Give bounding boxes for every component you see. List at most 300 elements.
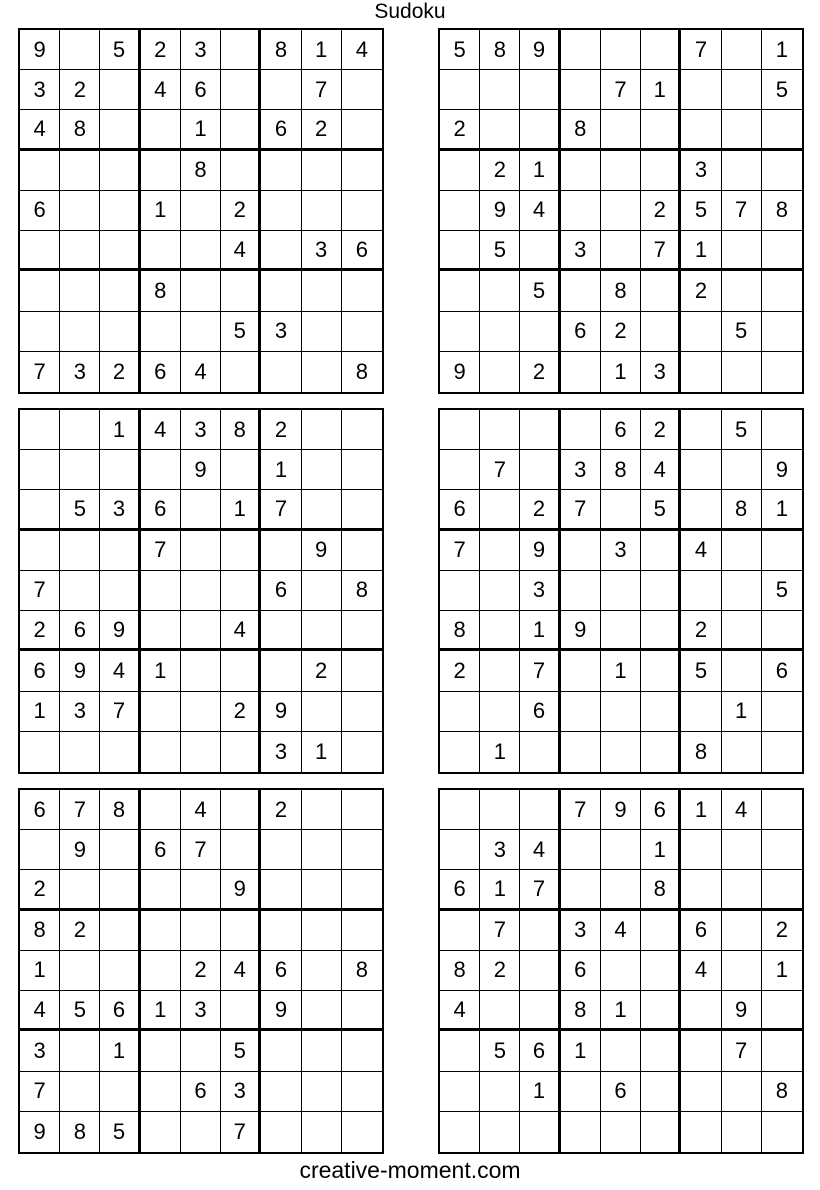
sudoku-cell [762, 151, 802, 191]
sudoku-cell: 3 [641, 352, 681, 392]
sudoku-cell [641, 271, 681, 311]
sudoku-cell [181, 1112, 221, 1152]
sudoku-cell [480, 651, 520, 691]
sudoku-cell [561, 410, 601, 450]
sudoku-cell [100, 70, 140, 110]
sudoku-cell [520, 110, 560, 150]
sudoku-cell [342, 450, 382, 490]
sudoku-cell [762, 870, 802, 910]
sudoku-cell [181, 732, 221, 772]
sudoku-cell: 5 [681, 191, 721, 231]
sudoku-cell [100, 191, 140, 231]
sudoku-cell [762, 1031, 802, 1071]
sudoku-cell [302, 911, 342, 951]
sudoku-cell: 3 [261, 312, 301, 352]
sudoku-cell: 2 [601, 312, 641, 352]
sudoku-cell [342, 271, 382, 311]
sudoku-cell [60, 271, 100, 311]
sudoku-cell: 4 [520, 830, 560, 870]
sudoku-cell [302, 991, 342, 1031]
sudoku-cell [601, 1112, 641, 1152]
sudoku-cell [60, 571, 100, 611]
sudoku-cell: 9 [261, 991, 301, 1031]
sudoku-cell: 1 [762, 30, 802, 70]
sudoku-cell [440, 1072, 480, 1112]
sudoku-cell [302, 1072, 342, 1112]
sudoku-cell [520, 231, 560, 271]
sudoku-cell: 5 [60, 991, 100, 1031]
sudoku-cell [221, 450, 261, 490]
sudoku-cell [342, 191, 382, 231]
sudoku-cell [480, 531, 520, 571]
sudoku-cell: 9 [100, 611, 140, 651]
sudoku-cell: 1 [221, 490, 261, 530]
sudoku-cell [641, 951, 681, 991]
sudoku-cell: 3 [100, 490, 140, 530]
sudoku-cell: 4 [141, 70, 181, 110]
sudoku-cell: 2 [261, 410, 301, 450]
sudoku-cell: 6 [261, 110, 301, 150]
sudoku-cell [641, 312, 681, 352]
sudoku-cell [20, 450, 60, 490]
sudoku-cell: 7 [480, 450, 520, 490]
sudoku-cell [440, 70, 480, 110]
sudoku-cell [722, 231, 762, 271]
sudoku-cell: 7 [261, 490, 301, 530]
sudoku-cell [681, 1072, 721, 1112]
sudoku-cell: 8 [722, 490, 762, 530]
sudoku-cell: 7 [60, 790, 100, 830]
sudoku-cell [641, 651, 681, 691]
sudoku-cell [261, 911, 301, 951]
sudoku-cell [762, 611, 802, 651]
sudoku-cell: 7 [20, 352, 60, 392]
sudoku-cell: 4 [681, 531, 721, 571]
sudoku-cell: 3 [20, 1031, 60, 1071]
sudoku-cell: 9 [261, 692, 301, 732]
sudoku-cell: 3 [681, 151, 721, 191]
sudoku-cell: 3 [601, 531, 641, 571]
sudoku-cell: 8 [141, 271, 181, 311]
sudoku-cell: 8 [60, 110, 100, 150]
sudoku-cell [722, 450, 762, 490]
sudoku-cell: 9 [20, 30, 60, 70]
sudoku-cell [60, 151, 100, 191]
sudoku-cell [261, 830, 301, 870]
sudoku-cell [762, 830, 802, 870]
sudoku-cell: 4 [520, 191, 560, 231]
sudoku-cell [722, 151, 762, 191]
sudoku-puzzle-2 [438, 28, 804, 394]
sudoku-cell [261, 870, 301, 910]
sudoku-cell: 1 [681, 790, 721, 830]
sudoku-cell: 1 [181, 110, 221, 150]
sudoku-cell [480, 692, 520, 732]
sudoku-cell [141, 951, 181, 991]
sudoku-cell [342, 870, 382, 910]
sudoku-cell [480, 1072, 520, 1112]
sudoku-cell [342, 1031, 382, 1071]
sudoku-cell: 6 [440, 870, 480, 910]
sudoku-cell [302, 271, 342, 311]
sudoku-cell: 9 [601, 790, 641, 830]
sudoku-cell: 5 [520, 271, 560, 311]
sudoku-cell: 1 [641, 830, 681, 870]
sudoku-cell: 7 [20, 571, 60, 611]
sudoku-cell: 3 [60, 692, 100, 732]
sudoku-cell [302, 312, 342, 352]
sudoku-cell [141, 450, 181, 490]
sudoku-cell: 1 [480, 732, 520, 772]
sudoku-cell [141, 790, 181, 830]
sudoku-cell [722, 110, 762, 150]
sudoku-cell: 8 [561, 110, 601, 150]
sudoku-cell [520, 410, 560, 450]
sudoku-cell [181, 571, 221, 611]
sudoku-cell: 3 [561, 450, 601, 490]
sudoku-cell [601, 951, 641, 991]
sudoku-cell: 2 [141, 30, 181, 70]
sudoku-cell [601, 611, 641, 651]
sudoku-cell [302, 450, 342, 490]
sudoku-cell: 9 [440, 352, 480, 392]
sudoku-cell [221, 30, 261, 70]
sudoku-cell [60, 951, 100, 991]
sudoku-cell: 2 [762, 911, 802, 951]
sudoku-puzzle-3 [18, 408, 384, 774]
sudoku-cell [440, 1031, 480, 1071]
sudoku-cell [762, 732, 802, 772]
sudoku-cell: 8 [762, 1072, 802, 1112]
sudoku-cell [561, 830, 601, 870]
sudoku-cell: 5 [722, 312, 762, 352]
sudoku-cell: 5 [641, 490, 681, 530]
sudoku-cell [641, 1072, 681, 1112]
sudoku-cell: 4 [342, 30, 382, 70]
sudoku-cell [261, 191, 301, 231]
sudoku-cell: 5 [480, 231, 520, 271]
sudoku-cell: 8 [261, 30, 301, 70]
sudoku-cell: 7 [520, 651, 560, 691]
sudoku-cell [181, 271, 221, 311]
sudoku-cell [561, 1112, 601, 1152]
sudoku-cell [261, 611, 301, 651]
sudoku-cell [221, 110, 261, 150]
sudoku-cell: 2 [60, 70, 100, 110]
sudoku-cell [561, 151, 601, 191]
sudoku-cell: 7 [601, 70, 641, 110]
sudoku-cell: 9 [60, 830, 100, 870]
sudoku-cell [722, 1072, 762, 1112]
sudoku-cell [681, 571, 721, 611]
sudoku-puzzle-1 [18, 28, 384, 394]
sudoku-cell [60, 410, 100, 450]
sudoku-cell [440, 312, 480, 352]
sudoku-cell [261, 352, 301, 392]
sudoku-cell [641, 911, 681, 951]
sudoku-cell [641, 692, 681, 732]
sudoku-cell: 6 [261, 571, 301, 611]
sudoku-cell [100, 151, 140, 191]
sudoku-cell: 7 [520, 870, 560, 910]
sudoku-cell: 4 [601, 911, 641, 951]
sudoku-cell: 1 [601, 352, 641, 392]
sudoku-cell: 9 [520, 531, 560, 571]
sudoku-cell [722, 571, 762, 611]
sudoku-cell [520, 951, 560, 991]
sudoku-cell: 4 [641, 450, 681, 490]
sudoku-cell [100, 951, 140, 991]
sudoku-cell: 1 [762, 951, 802, 991]
sudoku-cell [342, 732, 382, 772]
sudoku-cell: 3 [561, 911, 601, 951]
sudoku-cell: 4 [100, 651, 140, 691]
sudoku-cell: 1 [302, 732, 342, 772]
sudoku-cell: 7 [561, 490, 601, 530]
sudoku-cell [520, 1112, 560, 1152]
sudoku-cell [141, 911, 181, 951]
sudoku-cell [762, 692, 802, 732]
sudoku-cell [302, 410, 342, 450]
sudoku-cell [440, 830, 480, 870]
sudoku-cell: 8 [641, 870, 681, 910]
sudoku-cell [641, 110, 681, 150]
sudoku-cell [60, 531, 100, 571]
sudoku-cell [641, 1031, 681, 1071]
sudoku-cell [762, 352, 802, 392]
sudoku-cell [20, 531, 60, 571]
sudoku-cell [561, 531, 601, 571]
sudoku-cell: 4 [181, 352, 221, 392]
sudoku-cell [342, 312, 382, 352]
sudoku-cell [181, 490, 221, 530]
sudoku-cell [342, 1112, 382, 1152]
sudoku-cell: 7 [20, 1072, 60, 1112]
sudoku-cell [100, 830, 140, 870]
page-title: Sudoku [374, 0, 446, 23]
sudoku-cell [100, 312, 140, 352]
sudoku-cell [20, 271, 60, 311]
sudoku-cell [480, 70, 520, 110]
sudoku-cell [60, 1031, 100, 1071]
sudoku-cell [302, 490, 342, 530]
sudoku-cell [20, 830, 60, 870]
sudoku-cell [480, 110, 520, 150]
sudoku-cell: 9 [181, 450, 221, 490]
sudoku-cell [561, 692, 601, 732]
sudoku-cell: 2 [681, 271, 721, 311]
sudoku-cell: 2 [440, 110, 480, 150]
sudoku-cell: 5 [480, 1031, 520, 1071]
sudoku-cell: 8 [480, 30, 520, 70]
sudoku-cell [440, 191, 480, 231]
sudoku-cell: 8 [342, 951, 382, 991]
sudoku-cell [302, 870, 342, 910]
sudoku-cell: 1 [20, 692, 60, 732]
sudoku-cell: 3 [221, 1072, 261, 1112]
sudoku-cell [302, 151, 342, 191]
sudoku-cell [181, 531, 221, 571]
sudoku-cell: 3 [181, 991, 221, 1031]
sudoku-cell [601, 490, 641, 530]
sudoku-cell: 8 [601, 450, 641, 490]
sudoku-cell [221, 830, 261, 870]
sudoku-cell: 8 [100, 790, 140, 830]
sudoku-cell: 6 [561, 951, 601, 991]
sudoku-cell [20, 490, 60, 530]
sudoku-cell [221, 911, 261, 951]
sudoku-cell: 6 [141, 352, 181, 392]
sudoku-cell: 7 [480, 911, 520, 951]
sudoku-cell [641, 151, 681, 191]
sudoku-cell: 2 [100, 352, 140, 392]
sudoku-cell: 1 [520, 151, 560, 191]
sudoku-cell [302, 611, 342, 651]
sudoku-cell: 2 [221, 191, 261, 231]
sudoku-cell: 1 [561, 1031, 601, 1071]
sudoku-cell [302, 790, 342, 830]
sudoku-cell: 1 [641, 70, 681, 110]
sudoku-cell [302, 1112, 342, 1152]
sudoku-cell [141, 692, 181, 732]
sudoku-cell [221, 271, 261, 311]
sudoku-cell [641, 1112, 681, 1152]
sudoku-cell [141, 312, 181, 352]
sudoku-cell: 4 [20, 110, 60, 150]
sudoku-cell [561, 30, 601, 70]
sudoku-cell [681, 490, 721, 530]
sudoku-cell: 6 [20, 191, 60, 231]
sudoku-cell [100, 870, 140, 910]
sudoku-cell: 8 [681, 732, 721, 772]
sudoku-cell: 7 [722, 1031, 762, 1071]
sudoku-cell [60, 312, 100, 352]
sudoku-cell [480, 571, 520, 611]
sudoku-cell [762, 312, 802, 352]
sudoku-cell [480, 271, 520, 311]
sudoku-cell [60, 732, 100, 772]
sudoku-cell: 3 [520, 571, 560, 611]
sudoku-cell: 9 [762, 450, 802, 490]
sudoku-cell [601, 1031, 641, 1071]
sudoku-cell [141, 571, 181, 611]
sudoku-cell: 6 [681, 911, 721, 951]
sudoku-cell [60, 870, 100, 910]
sudoku-cell [681, 110, 721, 150]
sudoku-cell: 1 [261, 450, 301, 490]
sudoku-cell [681, 830, 721, 870]
sudoku-cell [20, 231, 60, 271]
sudoku-cell: 9 [60, 651, 100, 691]
sudoku-cell [440, 571, 480, 611]
sudoku-cell: 8 [20, 911, 60, 951]
sudoku-cell: 4 [221, 951, 261, 991]
sudoku-cell [342, 651, 382, 691]
sudoku-cell [480, 611, 520, 651]
sudoku-cell [181, 611, 221, 651]
sudoku-cell [100, 732, 140, 772]
sudoku-cell [681, 450, 721, 490]
sudoku-cell [181, 312, 221, 352]
sudoku-cell [762, 531, 802, 571]
sudoku-cell [100, 531, 140, 571]
sudoku-cell: 3 [561, 231, 601, 271]
sudoku-cell: 7 [561, 790, 601, 830]
sudoku-cell [762, 110, 802, 150]
sudoku-cell [261, 1072, 301, 1112]
sudoku-cell [762, 790, 802, 830]
sudoku-cell [722, 651, 762, 691]
sudoku-cell [681, 1112, 721, 1152]
sudoku-cell [60, 450, 100, 490]
sudoku-cell: 6 [20, 651, 60, 691]
sudoku-cell [601, 191, 641, 231]
sudoku-cell [722, 611, 762, 651]
sudoku-puzzle-5 [18, 788, 384, 1154]
sudoku-cell [762, 991, 802, 1031]
sudoku-cell: 1 [762, 490, 802, 530]
sudoku-cell [221, 151, 261, 191]
sudoku-cell: 5 [60, 490, 100, 530]
sudoku-cell [722, 1112, 762, 1152]
sudoku-cell [601, 231, 641, 271]
sudoku-cell [20, 732, 60, 772]
sudoku-cell [342, 70, 382, 110]
sudoku-cell [641, 732, 681, 772]
sudoku-cell: 2 [681, 611, 721, 651]
sudoku-cell [20, 410, 60, 450]
sudoku-cell: 8 [355, 358, 368, 384]
sudoku-cell [722, 271, 762, 311]
sudoku-cell [302, 191, 342, 231]
sudoku-cell: 3 [20, 70, 60, 110]
sudoku-cell: 7 [141, 531, 181, 571]
sudoku-cell: 1 [141, 651, 181, 691]
sudoku-cell [261, 1031, 301, 1071]
sudoku-cell [141, 1072, 181, 1112]
sudoku-cell: 9 [20, 1112, 60, 1152]
sudoku-cell [20, 312, 60, 352]
sudoku-cell: 6 [60, 611, 100, 651]
sudoku-cell: 6 [141, 830, 181, 870]
sudoku-cell [221, 651, 261, 691]
sudoku-cell [722, 830, 762, 870]
sudoku-cell [681, 1031, 721, 1071]
sudoku-cell [141, 151, 181, 191]
sudoku-cell [762, 410, 802, 450]
sudoku-cell: 1 [20, 951, 60, 991]
sudoku-cell [261, 1112, 301, 1152]
sudoku-cell [561, 1072, 601, 1112]
sudoku-cell: 8 [60, 1112, 100, 1152]
sudoku-cell [141, 732, 181, 772]
sudoku-cell [520, 312, 560, 352]
sudoku-cell [181, 231, 221, 271]
sudoku-cell: 2 [641, 191, 681, 231]
sudoku-cell [681, 870, 721, 910]
sudoku-cell [440, 450, 480, 490]
sudoku-cell: 2 [302, 651, 342, 691]
sudoku-cell: 1 [722, 692, 762, 732]
sudoku-cell: 1 [100, 410, 140, 450]
sudoku-cell: 8 [440, 611, 480, 651]
sudoku-cell [681, 352, 721, 392]
sudoku-cell: 1 [302, 30, 342, 70]
sudoku-cell: 7 [641, 231, 681, 271]
sudoku-cell: 5 [440, 30, 480, 70]
sudoku-cell [520, 732, 560, 772]
sudoku-cell [681, 312, 721, 352]
